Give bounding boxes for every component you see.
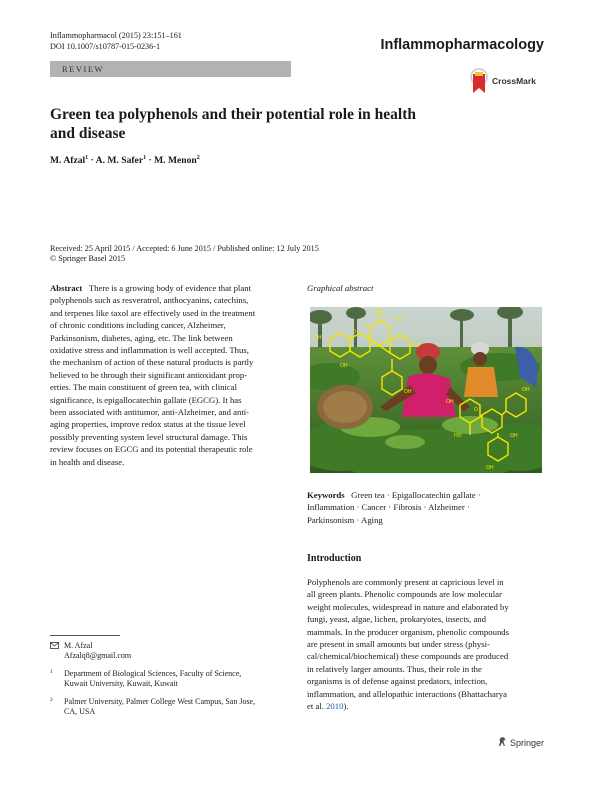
abstract-label: Abstract (50, 283, 83, 293)
intro-line (307, 700, 545, 712)
graphical-abstract-image (310, 307, 542, 473)
footnotes (50, 641, 290, 717)
abstract-text: There is a growing body of evidence that plant (88, 283, 251, 293)
abstract (50, 282, 290, 468)
publisher-name: Springer (509, 738, 544, 748)
chem-label: OH (394, 317, 402, 323)
intro-text: et al. (307, 701, 327, 712)
abstract-line: significance, is epigallocatechin gallate (EGCG). It has (50, 394, 242, 405)
intro-line: fungi, yeast, algae, lichen, prokaryotes, insects, and (307, 614, 487, 625)
author-name[interactable]: M. Menon (154, 155, 197, 167)
footnote-divider (50, 635, 120, 636)
abstract-line: aging properties, improve redox status at the tissue level (50, 419, 246, 430)
intro-line: organisms is of defense against predators, infection, (307, 676, 488, 687)
contact-name: M. Afzal (64, 641, 93, 650)
chem-label: OH (522, 387, 530, 393)
chem-label: OH (412, 343, 420, 349)
citation: Inflammopharmacol (2015) 23:151–161 (50, 31, 182, 40)
author-affiliation-ref: 2 (196, 155, 200, 161)
citation-link[interactable]: 2010 (326, 701, 344, 712)
envelope-icon (50, 642, 59, 649)
affiliation-line: Kuwait University, Kuwait, Kuwait (64, 679, 178, 688)
abstract-line: oxidative stress and inflammation is well accepted. Thus, (50, 345, 249, 356)
article-type-label: REVIEW (62, 64, 105, 74)
author-name[interactable]: A. M. Safer (95, 155, 144, 167)
keywords-label: Keywords (307, 490, 345, 500)
title-line-2: and disease (50, 125, 126, 142)
affiliation-line: CA, USA (64, 707, 96, 716)
author-separator: · (90, 155, 94, 167)
chem-label: OH (486, 465, 494, 471)
journal-name: Inflammopharmacology (380, 37, 544, 53)
keywords-line: Parkinsonism · Aging (307, 514, 383, 525)
abstract-line: of chronic conditions including cancer, Alzheimer, (50, 320, 226, 331)
abstract-line: erties. The main constituent of green tea, with clinical (50, 382, 238, 393)
contact-email[interactable]: Afzalq8@gmail.com (64, 651, 132, 660)
intro-line: inflammation, and allelopathic interactions (Bhattacharya (307, 688, 507, 699)
abstract-line: polyphenols such as resveratrol, anthocyanins, catechins, (50, 295, 249, 306)
tea-field-illustration (310, 307, 542, 473)
chem-label: OH (314, 335, 322, 341)
intro-line: Polyphenols are commonly present at capricious level in (307, 577, 504, 587)
intro-line: weight molecules, widespread in nature and elaborated by (307, 601, 509, 612)
chem-label: OH (374, 309, 382, 315)
abstract-line: been associated with antitumor, anti-Alzheimer, and anti- (50, 407, 250, 418)
intro-line: mammals. In the producer organism, phenolic compounds (307, 626, 510, 637)
title-line-1: Green tea polyphenols and their potential role in health (50, 106, 416, 123)
author-affiliation-ref: 1 (143, 155, 147, 161)
abstract-line: Parkinsonism, diabetes, aging, etc. The link between (50, 332, 233, 343)
chem-label: OH (446, 399, 454, 405)
author-list (50, 155, 200, 166)
article-dates: Received: 25 April 2015 / Accepted: 6 June 2015 / Published online: 12 July 2015 (50, 244, 319, 253)
keywords-text: Green tea · Epigallocatechin gallate · (351, 490, 481, 500)
chem-label: O (474, 407, 478, 413)
abstract-line: review focuses on EGCG and its potential therapeutic role (50, 444, 253, 455)
crossmark-label: CrossMark (492, 76, 536, 86)
springer-horse-icon (497, 736, 507, 747)
crossmark-icon (470, 68, 488, 94)
abstract-line: possibly preventing system level structural damage. This (50, 431, 248, 442)
affiliation-number: 2 (50, 697, 53, 703)
copyright: © Springer Basel 2015 (50, 254, 126, 263)
affiliation-line: Department of Biological Sciences, Faculty of Science, (64, 669, 242, 678)
author-separator: · (148, 155, 152, 167)
author-affiliation-ref: 1 (85, 155, 89, 161)
affiliation-line: Palmer University, Palmer College West Campus, San Jose, (64, 697, 256, 706)
crossmark-badge[interactable] (470, 68, 550, 98)
keywords (307, 489, 547, 526)
intro-line: in relatively larger amounts. Thus, their role in the (307, 663, 482, 674)
intro-line: all green plants. Phenolic compounds are low molecular (307, 589, 502, 600)
contact-line (50, 641, 290, 651)
publisher-logo (497, 736, 544, 748)
chem-label: OH (404, 389, 412, 395)
article-title (50, 105, 470, 143)
doi: DOI 10.1007/s10787-015-0236-1 (50, 42, 161, 51)
intro-line: are present in small amounts but under stress (physi- (307, 639, 490, 650)
chem-label: O (352, 329, 356, 335)
intro-text: ). (343, 701, 349, 712)
abstract-line (50, 282, 290, 294)
chem-label: HO (454, 433, 462, 439)
keywords-line: Inflammation · Cancer · Fibrosis · Alzheimer · (307, 502, 470, 513)
introduction-body (307, 576, 545, 712)
abstract-line: the mechanism of action of these natural products is partly (50, 357, 254, 368)
article-type-bar (50, 61, 291, 77)
chem-label: OH (510, 433, 518, 439)
chem-label: H (364, 323, 368, 329)
affiliation (50, 697, 290, 717)
abstract-line: believed to be through their significant antioxidant prop- (50, 369, 248, 380)
keywords-line (307, 489, 547, 501)
affiliation (50, 669, 290, 689)
affiliation-number: 1 (50, 669, 53, 675)
intro-line: cal/chemical/biochemical) these compounds are produced (307, 651, 509, 662)
chem-label: OH (340, 363, 348, 369)
introduction-heading: Introduction (307, 553, 362, 564)
author-name[interactable]: M. Afzal (50, 155, 86, 167)
abstract-line: in health and disease. (50, 456, 125, 467)
graphical-abstract-caption: Graphical abstract (307, 283, 374, 293)
abstract-line: and terpenes like taxol are effectively used in the treatment (50, 307, 256, 318)
